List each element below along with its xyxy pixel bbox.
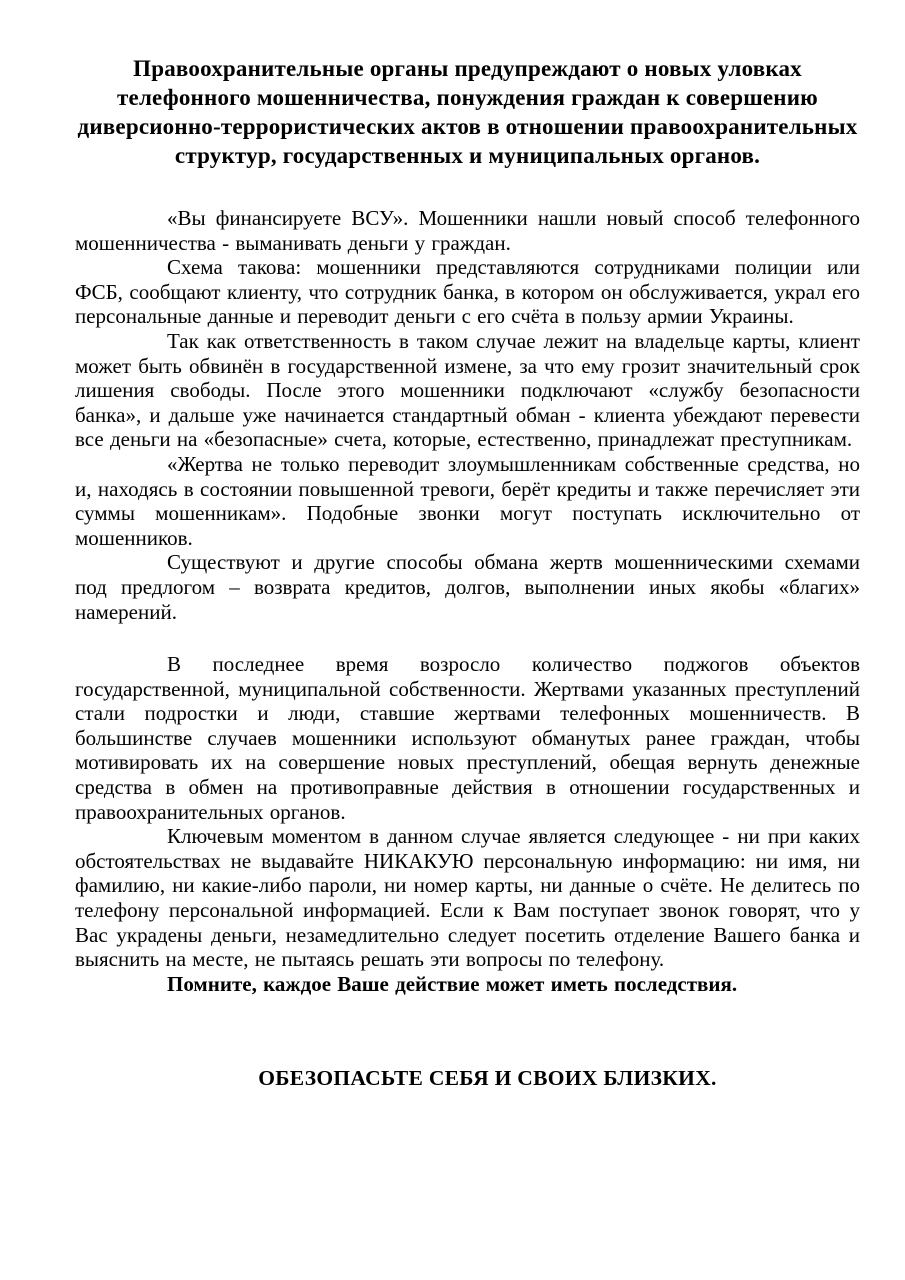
document-body xyxy=(75,206,860,996)
document-title: Правоохранительные органы предупреждают о новых уловках телефонного мошенничества, понуждения граждан к совершению диверсионно-террористических актов в отношении правоохранительных структур, государственных и муниципальных органов. xyxy=(77,56,858,168)
paragraph-vsu-intro: «Вы финансируете ВСУ». Мошенники нашли новый способ телефонного мошенничества - выманивать деньги у граждан. xyxy=(75,206,860,255)
paragraph-key-advice: Ключевым моментом в данном случае является следующее - ни при каких обстоятельствах не выдавайте НИКАКУЮ персональную информацию: ни имя, ни фамилию, ни какие-либо пароли, ни номер карты, ни данные о счёте. Не делитесь по телефону персональной информацией. Если к Вам поступает звонок говорят, что у Вас украдены деньги, незамедлительно следует посетить отделение Вашего банка и выяснить на месте, не пытаясь решать эти вопросы по телефону. xyxy=(75,824,860,972)
paragraph-responsibility: Так как ответственность в таком случае лежит на владельце карты, клиент может быть обвинён в государственной измене, за что ему грозит значительный срок лишения свободы. После этого мошенники подключают «службу безопасности банка», и дальше уже начинается стандартный обман - клиента убеждают перевести все деньги на «безопасные» счета, которые, естественно, принадлежат преступникам. xyxy=(75,328,860,452)
closing-statement: Помните, каждое Ваше действие может иметь последствия. xyxy=(167,971,738,996)
paragraph-arson: В последнее время возросло количество поджогов объектов государственной, муниципальной собственности. Жертвами указанных преступлений стали подростки и люди, ставшие жертвами телефонных мошенничеств. В большинстве случаев мошенники используют обманутых ранее граждан, чтобы мотивировать их на совершение новых преступлений, обещая вернуть денежные средства в обмен на противоправные действия в отношении государственных и правоохранительных органов. xyxy=(75,652,860,824)
paragraph-other-schemes: Существуют и другие способы обмана жертв мошенническими схемами под предлогом – возврата кредитов, долгов, выполнении иных якобы «благих» намерений. xyxy=(75,550,860,624)
footer-warning: ОБЕЗОПАСЬТЕ СЕБЯ И СВОИХ БЛИЗКИХ. xyxy=(258,1066,717,1091)
paragraph-victim-transfers: «Жертва не только переводит злоумышленникам собственные средства, но и, находясь в состоянии повышенной тревоги, берёт кредиты и также перечисляет эти суммы мошенникам». Подобные звонки могут поступать исключительно от мошенников. xyxy=(75,451,860,550)
paragraph-scheme: Схема такова: мошенники представляются сотрудниками полиции или ФСБ, сообщают клиенту, что сотрудник банка, в котором он обслуживается, украл его персональные данные и переводит деньги с его счёта в пользу армии Украины. xyxy=(75,255,860,329)
